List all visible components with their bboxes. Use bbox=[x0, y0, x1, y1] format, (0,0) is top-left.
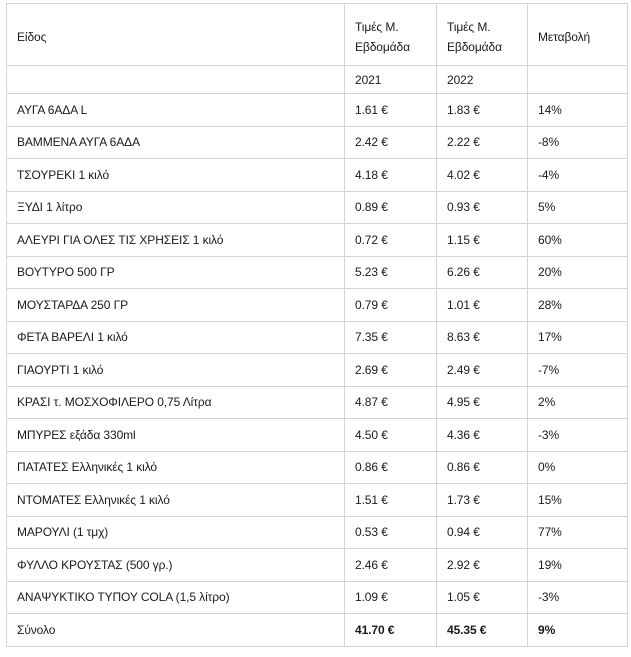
table-row bbox=[7, 354, 628, 387]
year-2022: 2022 bbox=[437, 66, 528, 94]
price-change: -8% bbox=[528, 126, 628, 159]
price-2021: 2.46 € bbox=[345, 549, 437, 582]
price-2021: 4.87 € bbox=[345, 386, 437, 419]
price-change: 60% bbox=[528, 224, 628, 257]
price-2021: 4.50 € bbox=[345, 419, 437, 452]
price-2022: 1.15 € bbox=[437, 224, 528, 257]
price-2021: 1.61 € bbox=[345, 94, 437, 127]
product-name: ΜΑΡΟΥΛΙ (1 τμχ) bbox=[7, 516, 345, 549]
header-price-2021: Τιμές Μ. Εβδομάδα bbox=[345, 4, 437, 66]
table-row bbox=[7, 224, 628, 257]
price-2022: 0.86 € bbox=[437, 451, 528, 484]
price-change: -3% bbox=[528, 419, 628, 452]
total-change: 9% bbox=[528, 614, 628, 647]
price-comparison-table bbox=[6, 3, 628, 647]
table-row bbox=[7, 191, 628, 224]
price-2022: 0.93 € bbox=[437, 191, 528, 224]
price-2021: 0.86 € bbox=[345, 451, 437, 484]
price-change: -7% bbox=[528, 354, 628, 387]
price-2022: 2.92 € bbox=[437, 549, 528, 582]
price-2021: 1.09 € bbox=[345, 581, 437, 614]
price-2021: 7.35 € bbox=[345, 321, 437, 354]
price-2022: 1.73 € bbox=[437, 484, 528, 517]
table-row bbox=[7, 451, 628, 484]
product-name: ΓΙΑΟΥΡΤΙ 1 κιλό bbox=[7, 354, 345, 387]
table-row bbox=[7, 549, 628, 582]
table-row bbox=[7, 126, 628, 159]
price-2022: 4.36 € bbox=[437, 419, 528, 452]
price-2021: 0.89 € bbox=[345, 191, 437, 224]
price-2022: 6.26 € bbox=[437, 256, 528, 289]
price-change: -4% bbox=[528, 159, 628, 192]
product-name: ΞΥΔΙ 1 λίτρο bbox=[7, 191, 345, 224]
price-2021: 2.69 € bbox=[345, 354, 437, 387]
price-2021: 2.42 € bbox=[345, 126, 437, 159]
price-2022: 2.49 € bbox=[437, 354, 528, 387]
total-price-2021: 41.70 € bbox=[345, 614, 437, 647]
product-name: ΤΣΟΥΡΕΚΙ 1 κιλό bbox=[7, 159, 345, 192]
price-change: 15% bbox=[528, 484, 628, 517]
price-2022: 4.02 € bbox=[437, 159, 528, 192]
product-name: ΝΤΟΜΑΤΕΣ Ελληνικές 1 κιλό bbox=[7, 484, 345, 517]
price-2021: 0.72 € bbox=[345, 224, 437, 257]
price-2022: 8.63 € bbox=[437, 321, 528, 354]
price-2021: 4.18 € bbox=[345, 159, 437, 192]
total-price-2022: 45.35 € bbox=[437, 614, 528, 647]
product-name: ΦΥΛΛΟ ΚΡΟΥΣΤΑΣ (500 γρ.) bbox=[7, 549, 345, 582]
table-row bbox=[7, 289, 628, 322]
header-row bbox=[7, 4, 628, 66]
price-change: 77% bbox=[528, 516, 628, 549]
price-2022: 0.94 € bbox=[437, 516, 528, 549]
product-name: ΑΥΓΑ 6ΑΔΑ L bbox=[7, 94, 345, 127]
table-row bbox=[7, 516, 628, 549]
price-2022: 1.83 € bbox=[437, 94, 528, 127]
product-name: ΒΑΜΜΕΝΑ ΑΥΓΑ 6ΑΔΑ bbox=[7, 126, 345, 159]
table-row bbox=[7, 94, 628, 127]
price-2022: 1.05 € bbox=[437, 581, 528, 614]
header-item: Είδος bbox=[7, 4, 345, 66]
total-label: Σύνολο bbox=[7, 614, 345, 647]
year-row-empty bbox=[7, 66, 345, 94]
product-name: ΠΑΤΑΤΕΣ Ελληνικές 1 κιλό bbox=[7, 451, 345, 484]
price-2021: 5.23 € bbox=[345, 256, 437, 289]
price-change: 0% bbox=[528, 451, 628, 484]
price-change: 2% bbox=[528, 386, 628, 419]
price-change: 14% bbox=[528, 94, 628, 127]
product-name: ΑΛΕΥΡΙ ΓΙΑ ΟΛΕΣ ΤΙΣ ΧΡΗΣΕΙΣ 1 κιλό bbox=[7, 224, 345, 257]
product-name: ΑΝΑΨΥΚΤΙΚΟ ΤΥΠΟΥ COLA (1,5 λίτρο) bbox=[7, 581, 345, 614]
table-row bbox=[7, 419, 628, 452]
price-change: -3% bbox=[528, 581, 628, 614]
price-2022: 1.01 € bbox=[437, 289, 528, 322]
price-2022: 4.95 € bbox=[437, 386, 528, 419]
header-price-2022: Τιμές Μ. Εβδομάδα bbox=[437, 4, 528, 66]
price-change: 20% bbox=[528, 256, 628, 289]
year-row-empty-change bbox=[528, 66, 628, 94]
table-row bbox=[7, 321, 628, 354]
product-name: ΜΠΥΡΕΣ εξάδα 330ml bbox=[7, 419, 345, 452]
year-row bbox=[7, 66, 628, 94]
price-2021: 1.51 € bbox=[345, 484, 437, 517]
price-change: 28% bbox=[528, 289, 628, 322]
product-name: ΚΡΑΣΙ τ. ΜΟΣΧΟΦΙΛΕΡΟ 0,75 Λίτρα bbox=[7, 386, 345, 419]
price-2022: 2.22 € bbox=[437, 126, 528, 159]
price-2021: 0.79 € bbox=[345, 289, 437, 322]
header-change: Μεταβολή bbox=[528, 4, 628, 66]
table-row bbox=[7, 159, 628, 192]
table-row bbox=[7, 581, 628, 614]
price-change: 19% bbox=[528, 549, 628, 582]
table-row bbox=[7, 256, 628, 289]
price-change: 5% bbox=[528, 191, 628, 224]
table-row bbox=[7, 386, 628, 419]
year-2021: 2021 bbox=[345, 66, 437, 94]
price-change: 17% bbox=[528, 321, 628, 354]
total-row bbox=[7, 614, 628, 647]
product-name: ΦΕΤΑ ΒΑΡΕΛΙ 1 κιλό bbox=[7, 321, 345, 354]
price-2021: 0.53 € bbox=[345, 516, 437, 549]
product-name: ΜΟΥΣΤΑΡΔΑ 250 ΓΡ bbox=[7, 289, 345, 322]
product-name: ΒΟΥΤΥΡΟ 500 ΓΡ bbox=[7, 256, 345, 289]
table-row bbox=[7, 484, 628, 517]
